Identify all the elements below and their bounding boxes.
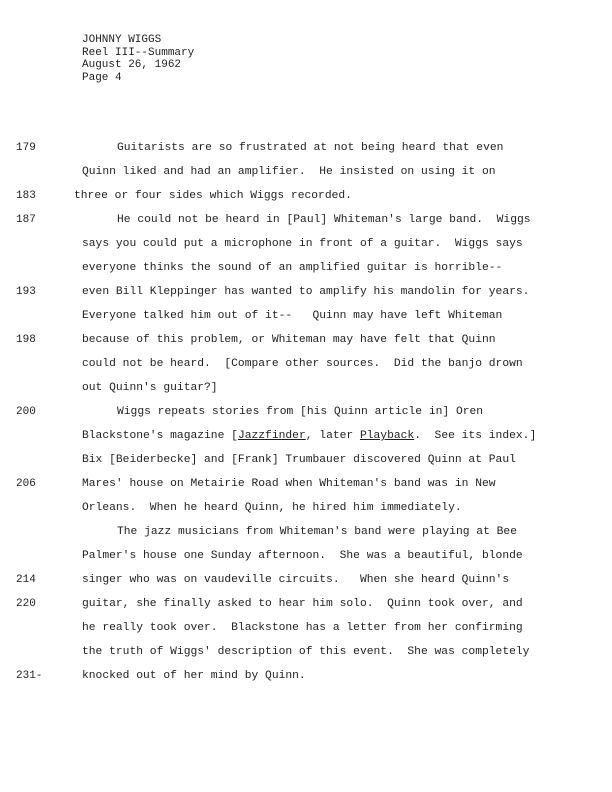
summary-line	[0, 358, 612, 380]
summary-line	[0, 478, 612, 500]
line-text-part: . See its index.]	[414, 430, 537, 442]
line-text: the truth of Wiggs' description of this event. She was completely	[82, 646, 530, 658]
summary-line	[0, 190, 612, 212]
summary-line	[0, 382, 612, 404]
summary-line	[0, 550, 612, 572]
summary-line	[0, 574, 612, 596]
line-text: Mares' house on Metairie Road when Whiteman's band was in New	[82, 478, 496, 490]
summary-line	[0, 454, 612, 476]
line-text: could not be heard. [Compare other sources. Did the banjo drown	[82, 358, 523, 370]
line-text: says you could put a microphone in front of a guitar. Wiggs says	[82, 238, 523, 250]
document-header	[82, 34, 194, 84]
summary-line	[0, 142, 612, 164]
summary-line	[0, 238, 612, 260]
jazzfinder-title: Jazzfinder	[237, 430, 306, 442]
line-text: even Bill Kleppinger has wanted to amplify his mandolin for years.	[82, 286, 530, 298]
summary-line	[0, 310, 612, 332]
tape-position: 187	[16, 214, 36, 226]
line-text: guitar, she finally asked to hear him solo. Quinn took over, and	[82, 598, 523, 610]
line-text-part: Blackstone's magazine [	[82, 430, 238, 442]
line-text: he really took over. Blackstone has a letter from her confirming	[82, 622, 523, 634]
summary-line	[0, 430, 612, 452]
summary-line	[0, 670, 612, 692]
line-text: knocked out of her mind by Quinn.	[82, 670, 306, 682]
line-text: three or four sides which Wiggs recorded.	[74, 190, 352, 202]
tape-position: 220	[16, 598, 36, 610]
header-name: JOHNNY WIGGS	[82, 34, 162, 46]
playback-title: Playback	[359, 430, 415, 442]
line-text: everyone thinks the sound of an amplified guitar is horrible--	[82, 262, 503, 274]
summary-line	[0, 598, 612, 620]
header-page: Page 4	[82, 71, 122, 84]
tape-position: 200	[16, 406, 36, 418]
line-text: singer who was on vaudeville circuits. When she heard Quinn's	[82, 574, 510, 586]
tape-position: 214	[16, 574, 36, 586]
summary-line	[0, 214, 612, 236]
tape-position: 198	[16, 334, 36, 346]
line-text: Palmer's house one Sunday afternoon. She was a beautiful, blonde	[82, 550, 523, 562]
line-text	[82, 430, 536, 442]
line-text-part: , later	[305, 430, 360, 442]
summary-line	[0, 622, 612, 644]
tape-position: 179	[16, 142, 36, 154]
line-text: because of this problem, or Whiteman may have felt that Quinn	[82, 334, 496, 346]
header-date: August 26, 1962	[82, 59, 182, 71]
summary-line	[0, 262, 612, 284]
summary-line	[0, 286, 612, 308]
line-text: He could not be heard in [Paul] Whiteman's large band. Wiggs	[117, 214, 531, 226]
line-text: Bix [Beiderbecke] and [Frank] Trumbauer discovered Quinn at Paul	[82, 454, 516, 466]
summary-line	[0, 502, 612, 524]
line-text: out Quinn's guitar?]	[82, 382, 218, 394]
summary-line	[0, 526, 612, 548]
summary-line	[0, 406, 612, 428]
summary-line	[0, 334, 612, 356]
line-text: Orleans. When he heard Quinn, he hired him immediately.	[82, 502, 462, 514]
tape-position: 193	[16, 286, 36, 298]
line-text: Quinn liked and had an amplifier. He insisted on using it on	[82, 166, 496, 178]
summary-line	[0, 166, 612, 188]
summary-line	[0, 646, 612, 668]
line-text: Everyone talked him out of it-- Quinn may have left Whiteman	[82, 310, 503, 322]
line-text: Guitarists are so frustrated at not being heard that even	[117, 142, 504, 154]
tape-position: 206	[16, 478, 36, 490]
tape-position: 231-	[16, 670, 43, 682]
line-text: Wiggs repeats stories from [his Quinn article in] Oren	[117, 406, 484, 418]
tape-position: 183	[16, 190, 36, 202]
line-text: The jazz musicians from Whiteman's band were playing at Bee	[117, 526, 517, 538]
header-reel: Reel III--Summary	[82, 46, 195, 59]
